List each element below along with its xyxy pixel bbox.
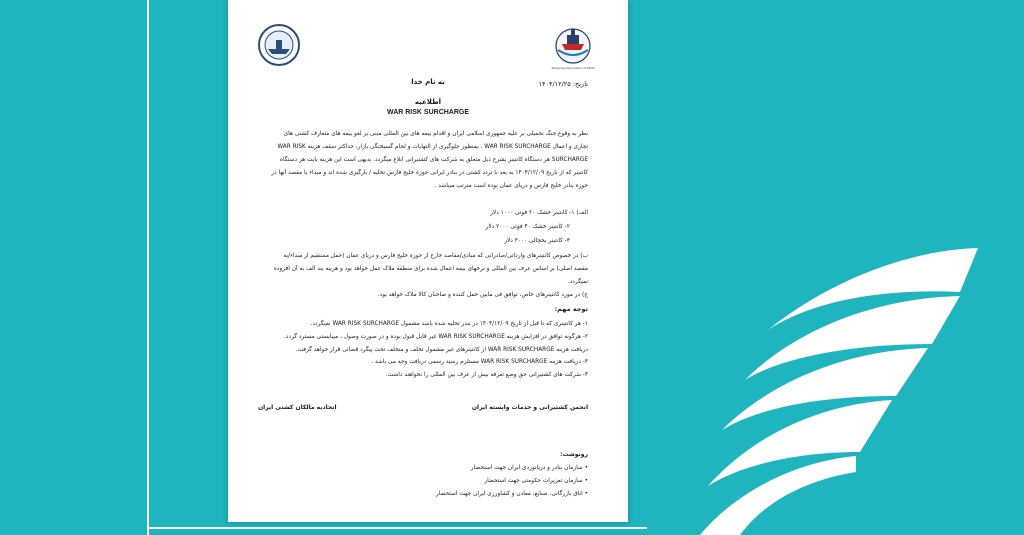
note-item: ۱- هر کانتینری که تا قبل از تاریخ ۱۴۰۴/۱۲/۰۹ در بندر تخلیه شده باشد مشمول WAR RISK SURCHARGE نمیگردد. [310,321,588,327]
note-item: ۲- هرگونه توافق در افزایش هزینه WAR RISK SURCHARGE غیر قابل قبول بوده و در صورت وصول ، میبایستی مسترد گردد. دریافت هزینه WAR RISK SURCHARGE از کانتینرهای غیر مشمول تخلف و متخلف تحت پیگرد قضائی قرار خواهد گرفت. [284,333,588,353]
cc-item: • سازمان بنادر و دریانوردی ایران جهت استحضار [268,462,588,475]
basmala: به نام خدا [411,78,445,86]
note-item: ۴- شرکت های کشتیرانی حق وضع تعرفه بیش از عرف بین المللی را نخواهند داشت. [385,372,588,379]
rate-item: ۳- کانتینر یخچالی ۳۰۰۰ دلار [504,238,570,244]
brand-wing-icon [660,240,1000,535]
rates-list [268,206,588,248]
logo-caption: Shipping Association of IRAN [551,66,595,70]
clause-b: ب) در خصوص کانتینرهای وارداتی/صادراتی که مبادی/مقاصد خارج از حوزه خلیج فارس و دریای عمان (حمل مستقیم از مبداء/به مقصد اصلی) بر اساس عرف بین المللی و نرخهای بیمه اعمال شده برای منطقه ملاک عمل خواهد بود و هزینه بند الف به آن افزوده نمیگردد. [273,253,588,285]
notes-title: توجه مهم: [554,305,588,313]
cc-title: رونوشت: [560,451,588,458]
note-item: ۳- دریافت هزینه WAR RISK SURCHARGE مستلزم رسید رسمی دریافت وجه می باشد . [371,359,588,366]
clauses [268,250,588,302]
shipping-association-logo [550,20,596,70]
frame-vertical-line [147,0,149,535]
clause-c: ج) در مورد کانتینرهای خاص، توافق فی مابین حمل کننده و صاحبان کالا ملاک خواهد بود. [377,292,588,298]
rate-item: ۲- کانتینر خشک ۴۰ فوتی ۲۰۰۰ دلار [485,224,570,230]
notice-subtitle: WAR RISK SURCHARGE [386,109,470,116]
cc-item: • سازمان تعزیرات حکومتی جهت استحضار [268,475,588,488]
notice-title: اطلاعیه [414,98,442,106]
notes-list [268,318,588,382]
shipowners-union-logo [256,22,302,72]
intro-paragraph: نظر به وقوع جنگ تحمیلی بر علیه جمهوری اسلامی ایران و اقدام بیمه های بین المللی مبنی بر لغو بیمه های متعارف کشتی های تجاری و اعمال WAR RISK SURCHARGE ، بمنظور جلوگیری از التهابات و لجام گسیختگی بازار، حداکثر سقف هزینه WAR RISK SURCHARGE هر دستگاه کانتینر بشرح ذیل متعلق به شرکت های کشتیرانی ابلاغ میگردد. بدیهی است این هزینه بابت هر دستگاه کانتینر که از تاریخ ۱۴۰۴/۱۲/۰۹ به بعد با تردد کشتی در بنادر ایرانی حوزه خلیج فارس تخلیه / بارگیری شده اند و مبداء یا مقصد آنها در حوزه بنادر خلیج فارس و دریای عمان بوده است مترتب میباشد . [271,131,588,189]
cc-item: • اتاق بازرگانی، صنایع، معادن و کشاورزی ایران جهت استحضار [268,488,588,501]
signature-left: اتحادیه مالکان کشتی ایران [258,404,337,411]
rate-item: الف) ۱- کانتینر خشک ۲۰ فوتی ۱۰۰۰ دلار [490,210,588,216]
letter-date: تاریخ: ۱۴۰۴/۱۲/۲۵ [538,80,588,88]
letter-page [228,0,628,522]
cc-list [268,462,588,501]
signature-right: انجمن کشتیرانی و خدمات وابسته ایران [471,404,588,411]
frame-horizontal-line [147,527,647,529]
